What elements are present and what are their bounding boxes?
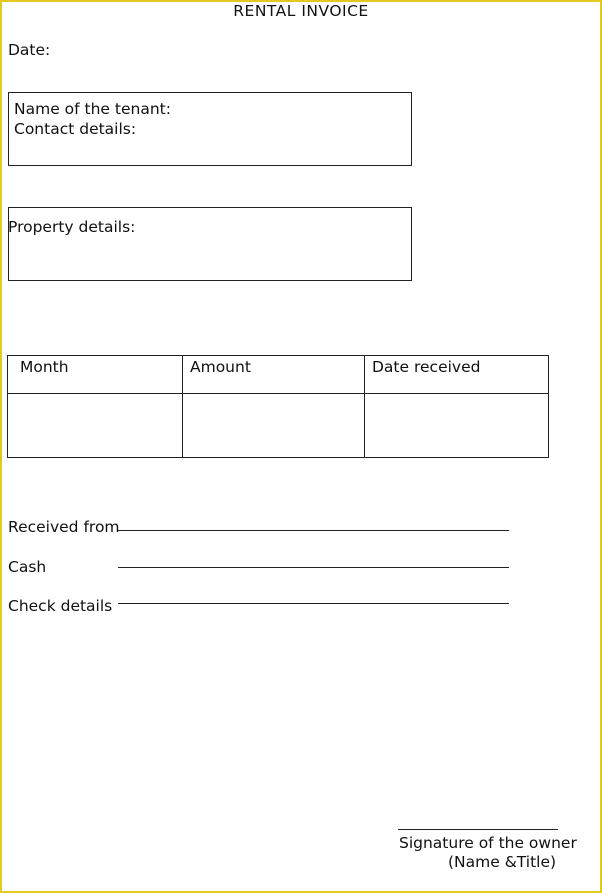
column-header-date-received (365, 356, 549, 394)
tenant-box (8, 92, 412, 166)
cash-label: Cash (8, 558, 47, 576)
date-label: Date: (8, 41, 51, 59)
table-row (8, 394, 549, 458)
table-cell-month (8, 394, 183, 458)
column-header-text: Amount (190, 358, 251, 376)
signature-name-title-label: (Name &Title) (448, 853, 557, 871)
signature-line (398, 829, 558, 830)
table-header-row (8, 356, 549, 394)
tenant-name-label: Name of the tenant: (14, 100, 171, 118)
column-header-text: Month (20, 358, 69, 376)
received-from-label: Received from (8, 518, 120, 536)
column-header-text: Date received (372, 358, 481, 376)
check-details-line (118, 603, 509, 604)
table-cell-amount (183, 394, 365, 458)
column-header-month (8, 356, 183, 394)
payments-table (7, 355, 549, 458)
document-title: RENTAL INVOICE (233, 2, 369, 20)
property-details-label: Property details: (8, 218, 136, 236)
cash-line (118, 567, 509, 568)
property-box (8, 207, 412, 281)
check-details-label: Check details (8, 597, 113, 615)
contact-details-label: Contact details: (14, 120, 137, 138)
signature-owner-label: Signature of the owner (399, 834, 577, 852)
table-cell-date-received (365, 394, 549, 458)
received-from-line (118, 530, 509, 531)
column-header-amount (183, 356, 365, 394)
